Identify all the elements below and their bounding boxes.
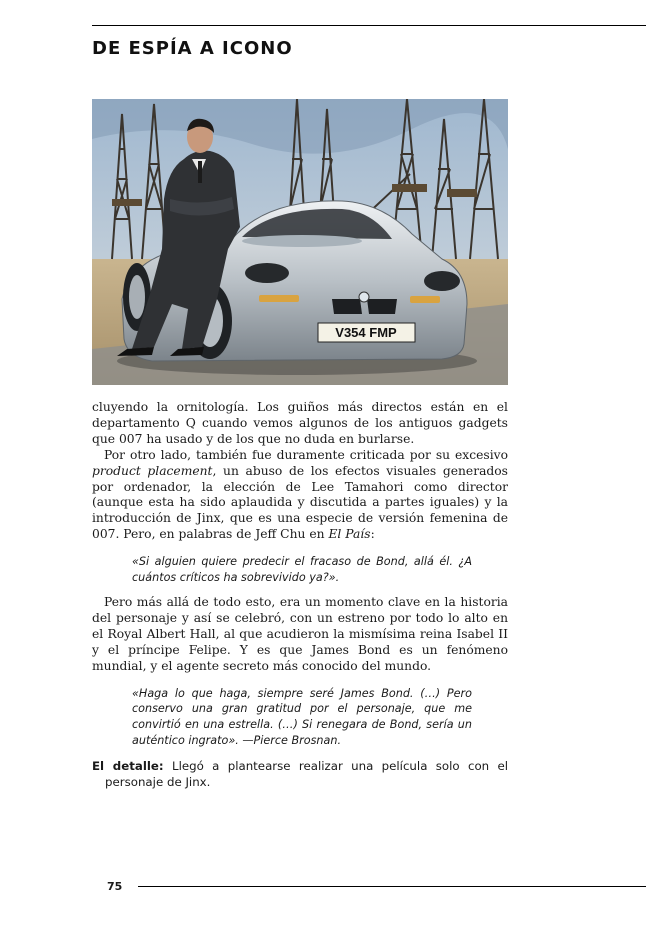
header-rule xyxy=(92,25,646,26)
paragraph-2 xyxy=(92,448,508,543)
quote-jeff-chu: «Si alguien quiere predecir el fracaso de Bond, allá él. ¿A cuántos críticos ha sobrevivido ya?». xyxy=(132,555,472,584)
paragraph-2-source: El País xyxy=(328,527,371,542)
article-body xyxy=(92,400,508,790)
detail-text: Llegó a plantearse realizar una película solo con el personaje de Jinx. xyxy=(105,759,509,789)
page-number: 75 xyxy=(107,880,123,893)
detail-label: El detalle: xyxy=(92,759,164,774)
chapter-title: DE ESPÍA A ICONO xyxy=(92,38,293,59)
paragraph-2-text-a: Por otro lado, también fue duramente criticada por su excesivo xyxy=(104,447,508,462)
photo-car-oilfield xyxy=(92,99,508,385)
footer-rule xyxy=(138,886,646,887)
detail-note xyxy=(92,759,508,790)
paragraph-2-emphasis: product placement xyxy=(92,463,213,478)
paragraph-3: Pero más allá de todo esto, era un momento clave en la historia del personaje y así se celebró, con un estreno por todo lo alto en el Royal Albert Hall, al que acudieron la mismísima reina Isabel II y el príncipe Felipe. Y es que James Bond es un fenómeno mundial, y el agente secreto más conocido del mundo. xyxy=(92,595,508,673)
paragraph-1: cluyendo la ornitología. Los guiños más directos están en el departamento Q cuando vemos algunos de los antiguos gadgets que 007 ha usado y de los que no duda en burlarse. xyxy=(92,400,508,446)
paragraph-2-text-b: , un abuso de los efectos visuales generados por ordenador, la elección de Lee Tamahori como director (aunque esta ha sido aplaudida y discutida a partes iguales) y la introducción de Jinx, que es una especie de versión femenina de 007. Pero, en palabras de Jeff Chu en xyxy=(92,463,508,542)
license-plate: V354 FMP xyxy=(335,325,397,340)
paragraph-2-text-c: : xyxy=(370,527,375,542)
quote-pierce-brosnan: «Haga lo que haga, siempre seré James Bond. (…) Pero conservo una gran gratitud por el personaje, que me convirtió en una estrella. (…) Si renegara de Bond, sería un auténtico ingrato». —Pierce Brosnan. xyxy=(132,686,472,747)
